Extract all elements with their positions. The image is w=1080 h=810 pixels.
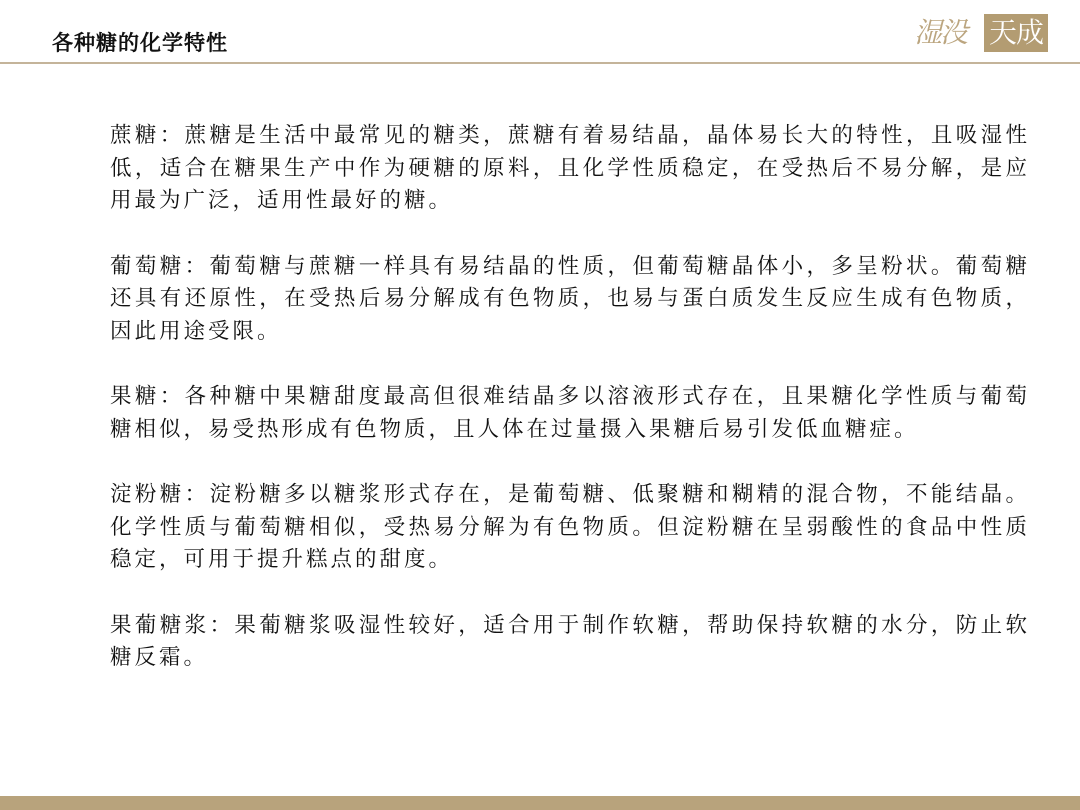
brand-logo (914, 10, 1050, 56)
paragraph-sucrose (110, 120, 1030, 218)
footer-bar (0, 796, 1080, 810)
page-title: 各种糖的化学特性 (52, 31, 228, 55)
paragraph-text: ：淀粉糖多以糖浆形式存在，是葡萄糖、低聚糖和糊精的混合物，不能结晶。化学性质与葡萄糖相似，受热易分解为有色物质。但淀粉糖在呈弱酸性的食品中性质稳定，可用于提升糕点的甜度。 (110, 482, 1030, 572)
paragraph-text: ：葡萄糖与蔗糖一样具有易结晶的性质，但葡萄糖晶体小，多呈粉状。葡萄糖还具有还原性，在受热后易分解成有色物质，也易与蛋白质发生反应生成有色物质，因此用途受限。 (110, 253, 1030, 344)
term-label: 淀粉糖 (110, 482, 185, 507)
paragraph-text: ：果葡糖浆吸湿性较好，适合用于制作软糖，帮助保持软糖的水分，防止软糖反霜。 (110, 612, 1030, 670)
header-divider (0, 62, 1080, 64)
paragraph-hfcs (110, 610, 1030, 675)
logo-text-right: 天成 (984, 14, 1048, 52)
paragraph-fructose (110, 381, 1030, 446)
logo-text-left: 湿没 (914, 16, 967, 49)
paragraph-text: ：蔗糖是生活中最常见的糖类，蔗糖有着易结晶，晶体易长大的特性，且吸湿性低，适合在糖果生产中作为硬糖的原料，且化学性质稳定，在受热后不易分解，是应用最为广泛，适用性最好的糖。 (110, 123, 1030, 213)
term-label: 葡萄糖 (110, 253, 185, 279)
term-label: 果糖 (110, 384, 160, 409)
slide-body (110, 120, 1030, 708)
paragraph-text: ：各种糖中果糖甜度最高但很难结晶多以溶液形式存在，且果糖化学性质与葡萄糖相似，易受热形成有色物质，且人体在过量摄入果糖后易引发低血糖症。 (110, 384, 1030, 442)
term-label: 果葡糖浆 (110, 612, 210, 638)
paragraph-starch-syrup (110, 479, 1030, 577)
term-label: 蔗糖 (110, 123, 160, 148)
paragraph-glucose (110, 251, 1030, 349)
slide-header (0, 0, 1080, 64)
